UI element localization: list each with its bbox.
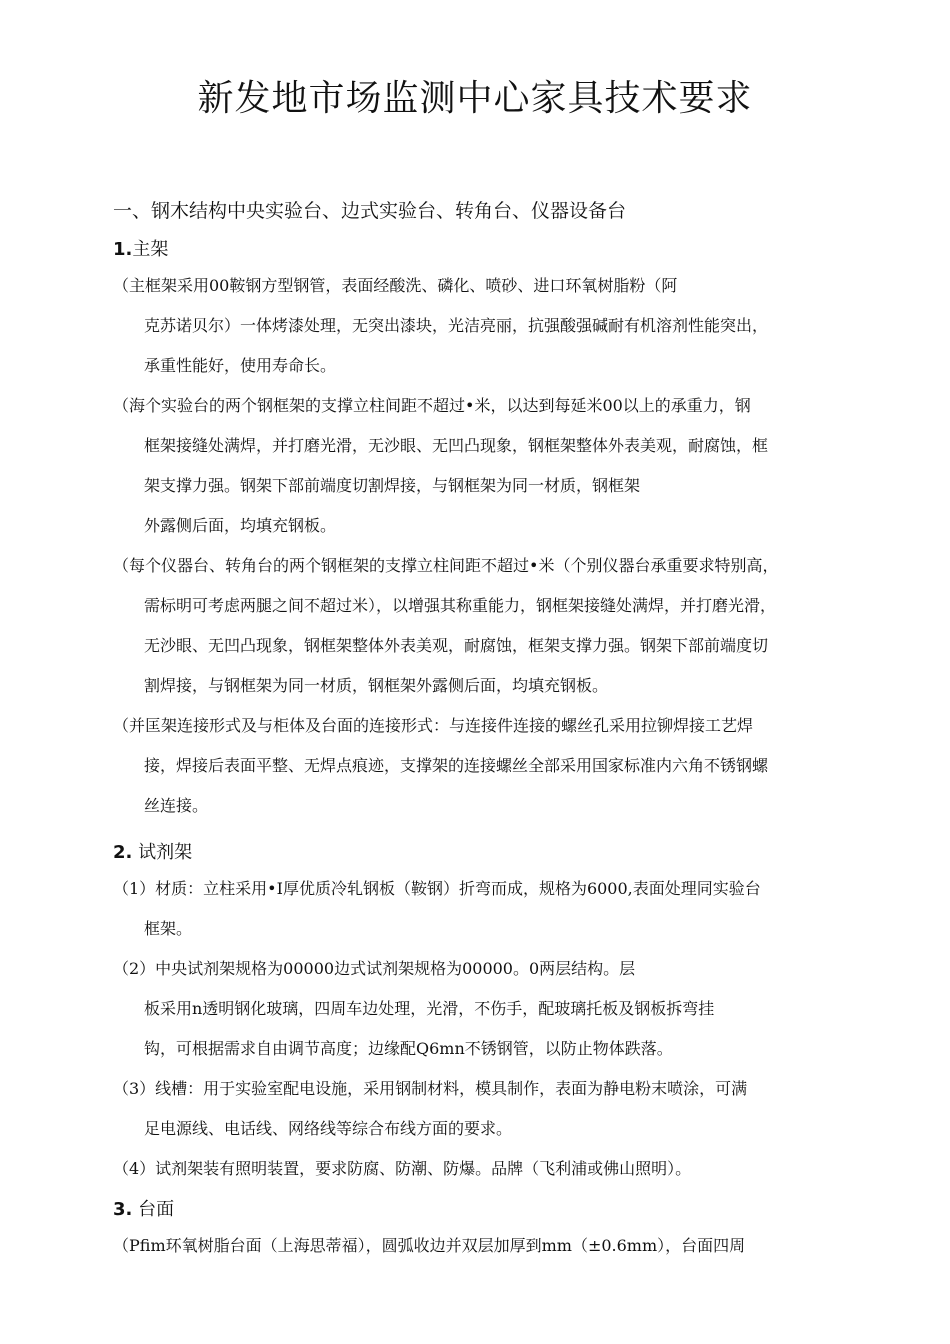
paragraph-line: （Pfim环氧树脂台面（上海思蒂福），圆弧收边并双层加厚到mm（±0.6mm），台面四周 [113, 1236, 746, 1255]
paragraph-line: 克苏诺贝尔）一体烤漆处理，无突出漆块，光洁亮丽，抗强酸强碱耐有机溶剂性能突出， [144, 316, 769, 335]
paragraph-line: 板采用n透明钢化玻璃，四周车边处理，光滑，不伤手，配玻璃托板及钢板拆弯挂 [144, 999, 715, 1018]
paragraph [113, 552, 883, 712]
paragraph-line: （并匡架连接形式及与柜体及台面的连接形式：与连接件连接的螺丝孔采用拉铆焊接工艺焊 [113, 716, 754, 735]
paragraph [113, 1232, 883, 1272]
paragraph-line: 架支撑力强。钢架下部前端度切割焊接，与钢框架为同一材质，钢框架 [144, 476, 641, 495]
paragraph-line: 钩，可根据需求自由调节高度；边缘配Q6mn不锈钢管，以防止物体跌落。 [144, 1039, 673, 1058]
paragraph [113, 955, 883, 1075]
paragraph [113, 392, 883, 552]
paragraph [113, 272, 883, 392]
paragraph-line: （主框架采用00鞍钢方型钢管，表面经酸洗、磷化、喷砂、进口环氧树脂粉（阿 [113, 276, 678, 295]
paragraph-line: （1）材质：立柱采用•I厚优质冷轧钢板（鞍钢）折弯而成，规格为6000,表面处理同实验台 [113, 879, 761, 898]
paragraph-line: （2）中央试剂架规格为00000边式试剂架规格为00000。0两层结构。层 [113, 959, 636, 978]
subsection-number: 1. [113, 239, 133, 260]
paragraph-line: （3）线槽：用于实验室配电设施，采用钢制材料，模具制作，表面为静电粉末喷涂，可满 [113, 1079, 748, 1098]
paragraph-line: （每个仪器台、转角台的两个钢框架的支撑立柱间距不超过•米（个别仪器台承重要求特别高， [113, 556, 779, 575]
subsection-heading-countertop [113, 1195, 883, 1232]
subsection-label: 试剂架 [132, 842, 193, 863]
subsection-number: 2. [113, 842, 133, 863]
subsection-heading-main-frame [113, 235, 883, 272]
document-title: 新发地市场监测中心家具技术要求 [197, 78, 753, 119]
paragraph [113, 875, 883, 955]
paragraph-line: 足电源线、电话线、网络线等综合布线方面的要求。 [144, 1119, 513, 1138]
paragraph-line: 需标明可考虑两腿之间不超过米），以增强其称重能力，钢框架接缝处满焊，并打磨光滑， [144, 596, 777, 615]
paragraph [113, 712, 883, 832]
subsection-label: 台面 [132, 1199, 175, 1220]
paragraph-line: 框架接缝处满焊，并打磨光滑，无沙眼、无凹凸现象，钢框架整体外表美观，耐腐蚀，框 [144, 436, 769, 455]
paragraph-line: 承重性能好，使用寿命长。 [144, 356, 337, 375]
subsection-number: 3. [113, 1199, 133, 1220]
paragraph [113, 1075, 883, 1155]
paragraph-line: （4）试剂架装有照明装置，要求防腐、防潮、防爆。品牌（飞利浦或佛山照明）。 [113, 1159, 692, 1178]
paragraph-line: 接，焊接后表面平整、无焊点痕迹，支撑架的连接螺丝全部采用国家标准内六角不锈钢螺 [144, 756, 769, 775]
paragraph-line: 无沙眼、无凹凸现象，钢框架整体外表美观，耐腐蚀，框架支撑力强。钢架下部前端度切 [144, 636, 769, 655]
subsection-heading-reagent-rack [113, 838, 883, 875]
document-body [113, 195, 883, 1272]
paragraph-line: 框架。 [144, 919, 193, 938]
paragraph-line: （海个实验台的两个钢框架的支撑立柱间距不超过•米，以达到每延米00以上的承重力，钢 [113, 396, 751, 415]
paragraph-line: 丝连接。 [144, 796, 209, 815]
paragraph-line: 割焊接，与钢框架为同一材质，钢框架外露侧后面，均填充钢板。 [144, 676, 609, 695]
paragraph-line: 外露侧后面，均填充钢板。 [144, 516, 337, 535]
paragraph [113, 1155, 883, 1195]
section-heading: 一、钢木结构中央实验台、边式实验台、转角台、仪器设备台 [113, 200, 627, 222]
subsection-label: 主架 [132, 239, 169, 260]
